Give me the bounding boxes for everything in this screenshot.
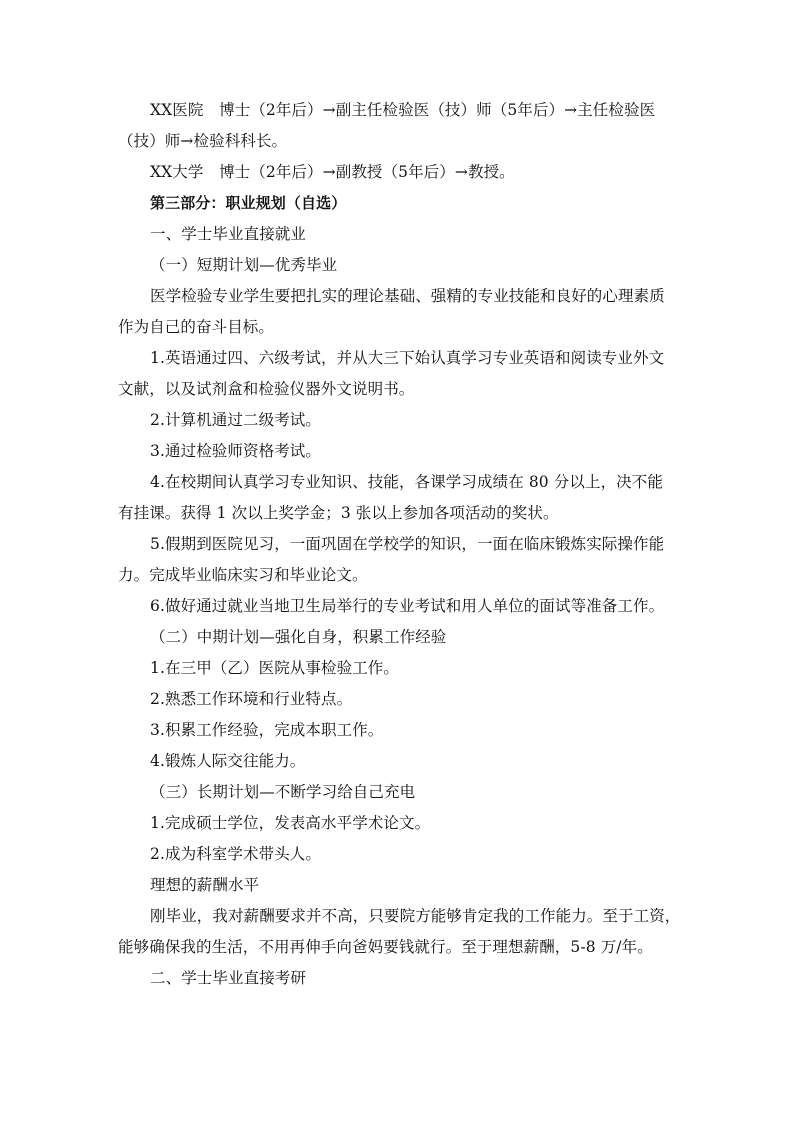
list-item: 2.成为科室学术带头人。 [150, 845, 321, 863]
subsection-heading: 二、学士毕业直接考研 [150, 969, 307, 987]
text-line: 文献，以及试剂盒和检验仪器外文说明书。 [118, 380, 415, 398]
document-body [118, 95, 681, 994]
subsection-heading: 一、学士毕业直接就业 [150, 225, 307, 243]
text-line: 刚毕业，我对薪酬要求并不高，只要院方能够肯定我的工作能力。至于工资， [150, 907, 681, 925]
list-item: 4.锻炼人际交往能力。 [150, 752, 306, 770]
list-item: 3.通过检验师资格考试。 [150, 442, 321, 460]
section-heading: 第三部分：职业规划（自选） [150, 194, 347, 212]
text-line: 作为自己的奋斗目标。 [118, 318, 275, 336]
list-item: 5.假期到医院见习，一面巩固在学校学的知识，一面在临床锻炼实际操作能 [150, 535, 665, 553]
text-line: 力。完成毕业临床实习和毕业论文。 [118, 566, 368, 584]
text-line: XX医院 博士（2年后）→副主任检验医（技）师（5年后）→主任检验医 [150, 101, 656, 119]
text-line: 医学检验专业学生要把扎实的理论基础、强精的专业技能和良好的心理素质 [150, 287, 665, 305]
list-item: 1.完成硕士学位，发表高水平学术论文。 [150, 814, 431, 832]
plan-heading: （二）中期计划—强化自身，积累工作经验 [150, 628, 447, 646]
plan-heading: （一）短期计划—优秀毕业 [150, 256, 338, 274]
subsection-heading: 理想的薪酬水平 [150, 876, 260, 894]
list-item: 2.计算机通过二级考试。 [150, 411, 321, 429]
list-item: 6.做好通过就业当地卫生局举行的专业考试和用人单位的面试等准备工作。 [150, 597, 665, 615]
plan-heading: （三）长期计划—不断学习给自己充电 [150, 783, 416, 801]
text-line: 有挂课。获得 1 次以上奖学金；3 张以上参加各项活动的奖状。 [118, 504, 559, 522]
list-item: 1.在三甲（乙）医院从事检验工作。 [150, 659, 399, 677]
text-line: XX大学 博士（2年后）→副教授（5年后）→教授。 [150, 163, 515, 181]
text-line: 能够确保我的生活，不用再伸手向爸妈要钱就行。至于理想薪酬，5-8 万/年。 [118, 938, 653, 956]
text-line: （技）师→检验科科长。 [118, 132, 288, 150]
list-item: 4.在校期间认真学习专业知识、技能，各课学习成绩在 80 分以上，决不能 [150, 473, 663, 491]
list-item: 2.熟悉工作环境和行业特点。 [150, 690, 353, 708]
list-item: 1.英语通过四、六级考试，并从大三下始认真学习专业英语和阅读专业外文 [150, 349, 665, 367]
list-item: 3.积累工作经验，完成本职工作。 [150, 721, 384, 739]
